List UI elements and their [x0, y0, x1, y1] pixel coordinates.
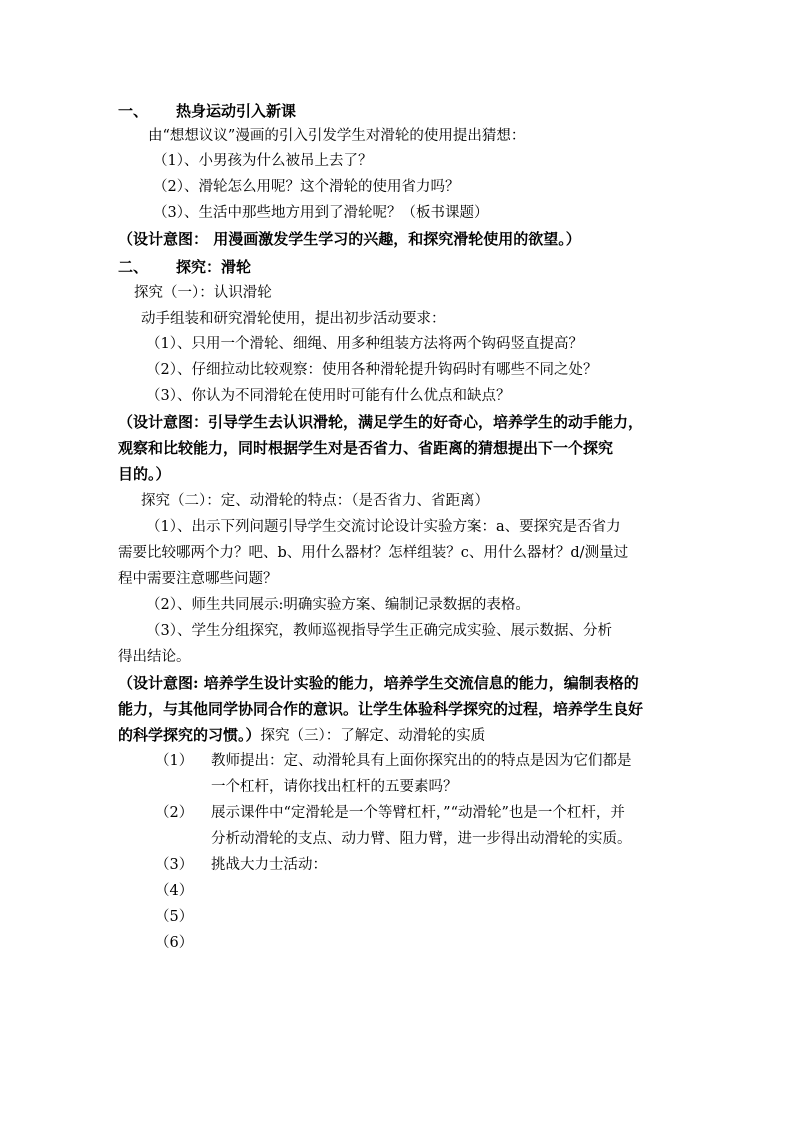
- explore3-item-4-number: （4）: [155, 883, 194, 899]
- explore2-design-intent-line-3-row: [118, 725, 485, 746]
- explore3-item-1-line-1: 教师提出：定、动滑轮具有上面你探究出的的特点是因为它们都是: [211, 753, 632, 769]
- section1-intro: 由“想想议议”漫画的引入引发学生对滑轮的使用提出猜想：: [148, 128, 526, 144]
- explore2-design-intent-line-2: 能力，与其他同学协同合作的意识。让学生体验科学探究的过程，培养学生良好: [118, 700, 644, 718]
- explore1-heading: 探究（一）：认识滑轮: [134, 285, 272, 301]
- section1-title: 热身运动引入新课: [176, 102, 297, 120]
- explore3-item-1-line-2: 一个杠杆，请你找出杠杆的五要素吗？: [211, 779, 458, 795]
- explore3-item-2-number: （2）: [155, 805, 194, 821]
- explore3-heading: 探究（三）：了解定、动滑轮的实质: [260, 728, 486, 744]
- explore2-item1-line-3: 程中需要注意哪些问题？: [118, 571, 278, 587]
- explore2-item3-line-1: （3）、学生分组探究，教师巡视指导学生正确完成实验、展示数据、分析: [146, 623, 612, 639]
- section2-title: 探究：滑轮: [176, 258, 252, 276]
- explore3-item-3-line-1: 挑战大力士活动：: [211, 857, 327, 873]
- explore1-item-3: （3）、你认为不同滑轮在使用时可能有什么优点和缺点？: [146, 388, 511, 404]
- explore2-design-intent-line-3: 的科学探究的习惯。）: [118, 726, 261, 744]
- explore3-item-6-number: （6）: [155, 935, 194, 951]
- explore1-design-intent-line-1: （设计意图：引导学生去认识滑轮，满足学生的好奇心，培养学生的动手能力，: [118, 413, 644, 431]
- explore2-item1-line-2: 需要比较哪两个力？吧、b、用什么器材？怎样组装？c、用什么器材？d/测量过: [118, 545, 629, 561]
- explore2-item1-line-1: （1）、出示下列问题引导学生交流讨论设计实验方案：a、要探究是否省力: [146, 519, 621, 535]
- explore1-intro: 动手组装和研究滑轮使用，提出初步活动要求：: [141, 311, 446, 327]
- explore2-heading: 探究（二）：定、动滑轮的特点：（是否省力、省距离）: [141, 493, 489, 509]
- explore2-design-intent-line-1: （设计意图: 培养学生设计实验的能力，培养学生交流信息的能力，编制表格的: [118, 674, 639, 692]
- section1-number: 一、: [118, 102, 149, 120]
- section1-item-2: （2）、滑轮怎么用呢？这个滑轮的使用省力吗？: [153, 179, 460, 195]
- explore1-item-1: （1）、只用一个滑轮、细绳、用多种组装方法将两个钩码竖直提高？: [146, 336, 583, 352]
- explore2-item2: （2）、师生共同展示:明确实验方案、编制记录数据的表格。: [146, 597, 530, 613]
- explore3-item-3-number: （3）: [155, 857, 194, 873]
- section1-design-intent: （设计意图： 用漫画激发学生学习的兴趣，和探究滑轮使用的欲望。）: [118, 230, 581, 248]
- section2-number: 二、: [118, 258, 149, 276]
- section1-item-3: （3）、生活中那些地方用到了滑轮呢？（板书课题）: [153, 205, 489, 221]
- explore3-item-2-line-2: 分析动滑轮的支点、动力臂、阻力臂，进一步得出动滑轮的实质。: [211, 831, 632, 847]
- explore3-item-5-number: （5）: [155, 909, 194, 925]
- explore1-item-2: （2）、仔细拉动比较观察：使用各种滑轮提升钩码时有哪些不同之处？: [146, 362, 598, 378]
- explore3-item-2-line-1: 展示课件中“定滑轮是一个等臂杠杆，”“动滑轮”也是一个杠杆，并: [211, 805, 625, 821]
- explore1-design-intent-line-3: 目的。）: [118, 465, 171, 483]
- section1-item-1: （1）、小男孩为什么被吊上去了？: [153, 153, 373, 169]
- explore2-item3-line-2: 得出结论。: [118, 649, 191, 665]
- explore3-item-1-number: （1）: [155, 753, 194, 769]
- explore1-design-intent-line-2: 观察和比较能力，同时根据学生对是否省力、省距离的猜想提出下一个探究: [118, 439, 614, 457]
